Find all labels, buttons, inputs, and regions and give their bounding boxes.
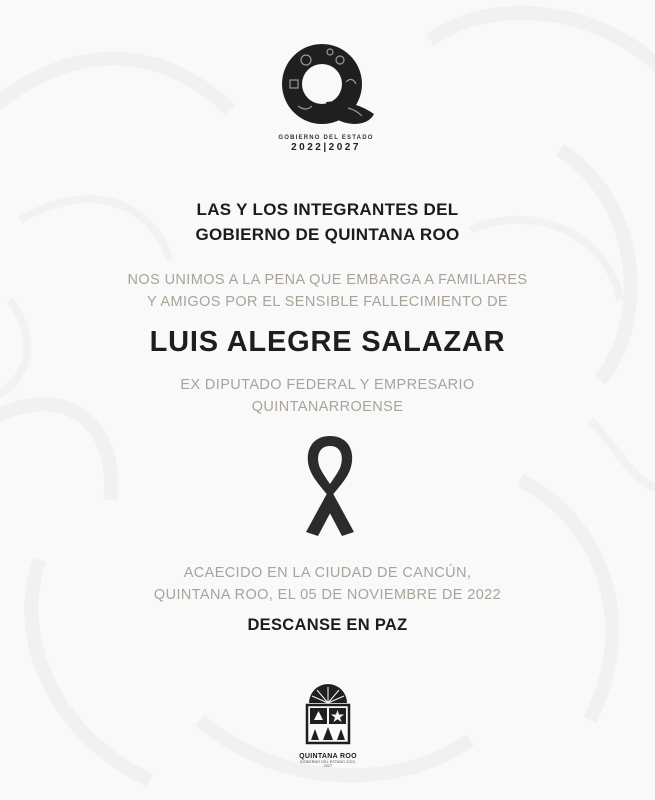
heading-line-1: LAS Y LOS INTEGRANTES DEL xyxy=(196,200,459,219)
role-line-2: QUINTANARROENSE xyxy=(251,399,404,415)
intro-line-2: Y AMIGOS POR EL SENSIBLE FALLECIMIENTO DE xyxy=(146,294,509,310)
condolence-intro xyxy=(0,269,655,313)
deceased-name: LUIS ALEGRE SALAZAR xyxy=(149,326,506,358)
logo-years: 2022|2027 xyxy=(291,142,361,153)
q-emblem-icon xyxy=(276,38,376,134)
role-line-1: EX DIPUTADO FEDERAL Y EMPRESARIO xyxy=(180,377,475,393)
death-line-2: QUINTANA ROO, EL 05 DE NOVIEMBRE DE 2022 xyxy=(153,587,502,603)
government-logo xyxy=(273,38,379,163)
death-line-1: ACAECIDO EN LA CIUDAD DE CANCÚN, xyxy=(183,565,472,581)
logo-caption: GOBIERNO DEL ESTADO xyxy=(278,135,374,141)
issuer-heading xyxy=(0,197,655,247)
seal-name: QUINTANA ROO xyxy=(299,753,357,760)
closing-text: DESCANSE EN PAZ xyxy=(247,616,408,634)
intro-line-1: NOS UNIMOS A LA PENA QUE EMBARGA A FAMILIARES xyxy=(127,272,528,288)
state-coat-of-arms-icon xyxy=(299,681,357,747)
state-seal xyxy=(299,681,357,768)
seal-subtitle: GOBIERNO DEL ESTADO 2022-2027 xyxy=(299,760,357,768)
deceased-role xyxy=(0,374,655,418)
death-notice xyxy=(0,562,655,606)
mourning-ribbon-icon xyxy=(296,432,364,540)
heading-line-2: GOBIERNO DE QUINTANA ROO xyxy=(195,225,460,244)
